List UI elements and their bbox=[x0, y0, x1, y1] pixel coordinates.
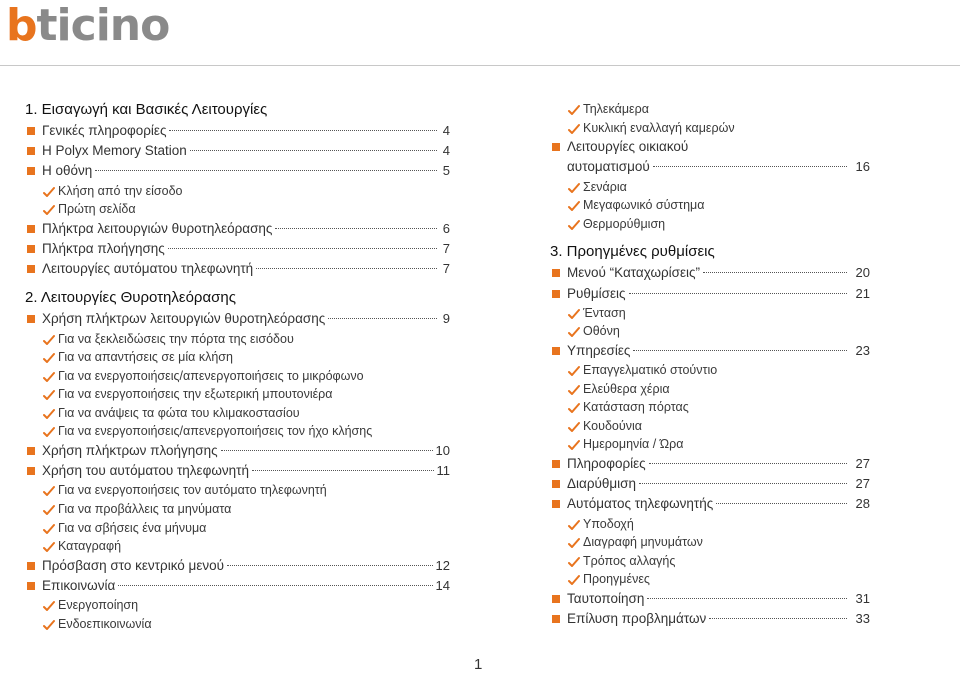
toc-entry-title: Διαρύθμιση bbox=[567, 476, 637, 492]
toc-entry-title: Ένταση bbox=[583, 305, 626, 320]
toc-item bbox=[25, 556, 450, 576]
toc-entry-title: Λειτουργίες αυτόματου τηλεφωνητή bbox=[42, 261, 254, 277]
toc-item bbox=[550, 474, 870, 494]
toc-subitem bbox=[550, 304, 870, 323]
toc-entry-title: Επικοινωνία bbox=[42, 578, 116, 593]
toc-subitem bbox=[25, 367, 450, 386]
checkmark-bullet-icon bbox=[568, 518, 580, 530]
toc-subitem bbox=[25, 330, 450, 349]
toc-subitem bbox=[25, 182, 450, 201]
dot-leader bbox=[653, 166, 847, 167]
dot-leader bbox=[256, 268, 437, 269]
toc-subitem bbox=[550, 380, 870, 399]
toc-item bbox=[550, 157, 870, 177]
toc-subitem bbox=[25, 481, 450, 500]
toc-page-number: 28 bbox=[855, 496, 870, 512]
toc-entry-title: Η οθόνη bbox=[42, 163, 93, 179]
toc-entry-title: Οθόνη bbox=[583, 324, 620, 339]
toc-subitem bbox=[25, 422, 450, 441]
toc-entry-title: Υποδοχή bbox=[583, 516, 634, 531]
dot-leader bbox=[190, 150, 437, 151]
toc-page-number: 23 bbox=[855, 342, 870, 358]
toc-page-number: 11 bbox=[436, 463, 450, 479]
toc-page-number: 7 bbox=[442, 240, 450, 256]
toc-entry-title: Μεγαφωνικό σύστημα bbox=[583, 198, 705, 213]
dot-leader bbox=[95, 170, 437, 171]
dot-leader bbox=[169, 130, 437, 131]
toc-entry-title: Για να σβήσεις ένα μήνυμα bbox=[58, 520, 207, 535]
toc-entry-title: Καταγραφή bbox=[58, 539, 122, 554]
toc-entry-title: Για να ενεργοποιήσεις/απενεργοποιήσεις το μικρόφωνο bbox=[58, 368, 364, 383]
toc-subitem bbox=[550, 361, 870, 380]
checkmark-bullet-icon bbox=[568, 181, 580, 193]
dot-leader bbox=[633, 350, 847, 351]
checkmark-bullet-icon bbox=[43, 407, 55, 419]
logo-wordmark: ticino bbox=[36, 0, 170, 51]
toc-entry-title: αυτοματισμού bbox=[567, 159, 650, 175]
toc-column-left bbox=[25, 99, 450, 633]
square-bullet-icon bbox=[552, 290, 560, 298]
checkmark-bullet-icon bbox=[43, 185, 55, 197]
square-bullet-icon bbox=[27, 127, 35, 135]
dot-leader bbox=[221, 450, 433, 451]
checkmark-bullet-icon bbox=[568, 307, 580, 319]
square-bullet-icon bbox=[552, 500, 560, 508]
toc-item bbox=[550, 609, 870, 629]
toc-entry-title: Λειτουργίες οικιακού bbox=[567, 139, 689, 155]
bticino-logo bbox=[6, 0, 170, 51]
square-bullet-icon bbox=[552, 480, 560, 488]
toc-subitem bbox=[550, 552, 870, 571]
toc-subitem bbox=[550, 215, 870, 234]
toc-entry-title: Αυτόματος τηλεφωνητής bbox=[567, 496, 714, 512]
toc-item bbox=[550, 137, 870, 157]
toc-subitem bbox=[550, 100, 870, 119]
toc-page-number: 27 bbox=[855, 456, 870, 472]
toc-subitem bbox=[25, 385, 450, 404]
checkmark-bullet-icon bbox=[568, 103, 580, 115]
square-bullet-icon bbox=[27, 245, 35, 253]
toc-subitem bbox=[550, 570, 870, 589]
toc-page-number: 7 bbox=[442, 261, 450, 277]
toc-page-number: 9 bbox=[442, 311, 450, 327]
toc-page-number: 16 bbox=[855, 159, 870, 175]
toc-item bbox=[25, 161, 450, 181]
page-number: 1 bbox=[474, 656, 483, 673]
toc-subitem bbox=[25, 348, 450, 367]
toc-entry-title: Για να ενεργοποιήσεις την εξωτερική μπουτονιέρα bbox=[58, 387, 333, 402]
toc-subitem bbox=[25, 519, 450, 538]
dot-leader bbox=[647, 598, 847, 599]
toc-entry-title: Υπηρεσίες bbox=[567, 342, 631, 358]
toc-entry-title: Κατάσταση πόρτας bbox=[583, 400, 689, 415]
toc-entry-title: Κλήση από την είσοδο bbox=[58, 183, 183, 198]
toc-entry-title: Γενικές πληροφορίες bbox=[42, 123, 167, 138]
toc-entry-title: Κυκλική εναλλαγή καμερών bbox=[583, 120, 735, 135]
checkmark-bullet-icon bbox=[568, 364, 580, 376]
checkmark-bullet-icon bbox=[568, 401, 580, 413]
toc-subitem bbox=[550, 515, 870, 534]
square-bullet-icon bbox=[552, 143, 560, 151]
dot-leader bbox=[639, 483, 847, 484]
toc-subitem bbox=[550, 417, 870, 436]
dot-leader bbox=[252, 470, 434, 471]
header-divider bbox=[0, 65, 960, 66]
toc-page-number: 21 bbox=[855, 285, 870, 301]
checkmark-bullet-icon bbox=[568, 573, 580, 585]
square-bullet-icon bbox=[27, 147, 35, 155]
checkmark-bullet-icon bbox=[43, 522, 55, 534]
toc-item bbox=[550, 263, 870, 283]
toc-entry-title: Για να ενεργοποιήσεις τον αυτόματο τηλεφωνητή bbox=[58, 483, 327, 498]
toc-entry-title: Θερμορύθμιση bbox=[583, 216, 666, 231]
toc-subitem bbox=[550, 398, 870, 417]
dot-leader bbox=[275, 228, 437, 229]
toc-entry-title: Χρήση πλήκτρων λειτουργιών θυροτηλεόρασης bbox=[42, 311, 326, 327]
checkmark-bullet-icon bbox=[568, 420, 580, 432]
square-bullet-icon bbox=[27, 582, 35, 590]
toc-item bbox=[550, 494, 870, 514]
square-bullet-icon bbox=[552, 269, 560, 277]
toc-subitem bbox=[550, 322, 870, 341]
checkmark-bullet-icon bbox=[568, 122, 580, 134]
checkmark-bullet-icon bbox=[43, 425, 55, 437]
toc-item bbox=[550, 284, 870, 304]
dot-leader bbox=[118, 585, 432, 586]
checkmark-bullet-icon bbox=[568, 536, 580, 548]
toc-page-number: 33 bbox=[855, 611, 870, 627]
toc-entry-title: Χρήση του αυτόματου τηλεφωνητή bbox=[42, 463, 249, 479]
checkmark-bullet-icon bbox=[568, 438, 580, 450]
toc-subitem bbox=[25, 404, 450, 423]
toc-entry-title: Η Polyx Memory Station bbox=[42, 143, 187, 159]
toc-entry-title: Σενάρια bbox=[583, 179, 627, 194]
toc-entry-title: Πληροφορίες bbox=[567, 456, 646, 472]
dot-leader bbox=[328, 318, 437, 319]
toc-subitem bbox=[550, 119, 870, 138]
toc-subitem bbox=[25, 615, 450, 634]
toc-entry-title: Για να ανάψεις τα φώτα του κλιμακοστασίου bbox=[58, 405, 300, 420]
square-bullet-icon bbox=[27, 167, 35, 175]
toc-subitem bbox=[25, 500, 450, 519]
dot-leader bbox=[703, 272, 847, 273]
dot-leader bbox=[168, 248, 437, 249]
toc-entry-title: Μενού “Καταχωρίσεις” bbox=[567, 265, 701, 281]
toc-entry-title: Επαγγελματικό στούντιο bbox=[583, 363, 718, 378]
toc-page-number: 10 bbox=[435, 443, 450, 459]
toc-page-number: 4 bbox=[442, 123, 450, 138]
toc-entry-title: Τηλεκάμερα bbox=[583, 102, 649, 116]
square-bullet-icon bbox=[552, 347, 560, 355]
toc-subitem bbox=[25, 537, 450, 556]
section-heading: 1. Εισαγωγή και Βασικές Λειτουργίες bbox=[25, 101, 268, 118]
checkmark-bullet-icon bbox=[43, 540, 55, 552]
checkmark-bullet-icon bbox=[43, 503, 55, 515]
section-heading: 2. Λειτουργίες Θυροτηλεόρασης bbox=[25, 289, 236, 307]
checkmark-bullet-icon bbox=[43, 599, 55, 611]
toc-item bbox=[25, 141, 450, 161]
toc-subitem bbox=[25, 596, 450, 615]
toc-entry-title: Ταυτοποίηση bbox=[567, 591, 645, 606]
toc-entry-title: Τρόπος αλλαγής bbox=[583, 553, 676, 568]
toc-entry-title: Για να απαντήσεις σε μία κλήση bbox=[58, 350, 233, 365]
toc-page-number: 27 bbox=[855, 476, 870, 492]
checkmark-bullet-icon bbox=[43, 388, 55, 400]
toc-entry-title: Ελεύθερα χέρια bbox=[583, 381, 670, 396]
checkmark-bullet-icon bbox=[43, 333, 55, 345]
toc-entry-title: Ρυθμίσεις bbox=[567, 285, 626, 301]
toc-entry-title: Πρώτη σελίδα bbox=[58, 202, 136, 217]
checkmark-bullet-icon bbox=[568, 218, 580, 230]
dot-leader bbox=[629, 293, 847, 294]
toc-item bbox=[25, 309, 450, 329]
toc-item bbox=[25, 121, 450, 141]
toc-subitem bbox=[550, 196, 870, 215]
dot-leader bbox=[649, 463, 847, 464]
section-heading: 3. Προηγμένες ρυθμίσεις bbox=[550, 243, 715, 261]
square-bullet-icon bbox=[552, 615, 560, 623]
toc-column-right bbox=[550, 100, 870, 629]
toc-entry-title: Προηγμένες bbox=[583, 572, 650, 587]
checkmark-bullet-icon bbox=[568, 383, 580, 395]
square-bullet-icon bbox=[552, 595, 560, 603]
toc-entry-title: Πλήκτρα πλοήγησης bbox=[42, 240, 165, 256]
dot-leader bbox=[709, 618, 847, 619]
toc-item bbox=[550, 589, 870, 609]
toc-entry-title: Ημερομηνία / Ώρα bbox=[583, 437, 684, 452]
toc-page-number: 12 bbox=[435, 557, 450, 573]
toc-entry-title: Χρήση πλήκτρων πλοήγησης bbox=[42, 443, 218, 459]
toc-item bbox=[25, 239, 450, 259]
square-bullet-icon bbox=[27, 265, 35, 273]
toc-entry-title: Για να προβάλλεις τα μηνύματα bbox=[58, 502, 232, 517]
square-bullet-icon bbox=[27, 225, 35, 233]
square-bullet-icon bbox=[27, 447, 35, 455]
checkmark-bullet-icon bbox=[568, 325, 580, 337]
square-bullet-icon bbox=[27, 315, 35, 323]
toc-subitem bbox=[550, 435, 870, 454]
toc-page-number: 20 bbox=[855, 265, 870, 281]
toc-page-number: 4 bbox=[442, 143, 450, 159]
dot-leader bbox=[227, 565, 433, 566]
dot-leader bbox=[716, 503, 847, 504]
toc-page-number: 6 bbox=[442, 220, 450, 236]
square-bullet-icon bbox=[552, 460, 560, 468]
toc-page-number: 5 bbox=[442, 163, 450, 179]
toc-entry-title: Για να ξεκλειδώσεις την πόρτα της εισόδου bbox=[58, 331, 294, 346]
toc-page-number: 31 bbox=[855, 591, 870, 606]
toc-item bbox=[25, 461, 450, 481]
toc-entry-title: Κουδούνια bbox=[583, 418, 642, 433]
square-bullet-icon bbox=[27, 467, 35, 475]
toc-entry-title: Πλήκτρα λειτουργιών θυροτηλεόρασης bbox=[42, 220, 273, 236]
checkmark-bullet-icon bbox=[43, 370, 55, 382]
toc-subitem bbox=[550, 533, 870, 552]
toc-entry-title: Πρόσβαση στο κεντρικό μενού bbox=[42, 557, 224, 573]
toc-item bbox=[25, 441, 450, 461]
checkmark-bullet-icon bbox=[43, 484, 55, 496]
toc-item bbox=[25, 219, 450, 239]
toc-subitem bbox=[550, 178, 870, 197]
toc-entry-title: Για να ενεργοποιήσεις/απενεργοποιήσεις τον ήχο κλήσης bbox=[58, 424, 373, 439]
checkmark-bullet-icon bbox=[43, 351, 55, 363]
toc-item bbox=[25, 259, 450, 279]
toc-page-number: 14 bbox=[435, 578, 450, 593]
checkmark-bullet-icon bbox=[568, 199, 580, 211]
toc-entry-title: Ενδοεπικοινωνία bbox=[58, 616, 152, 631]
toc-subitem bbox=[25, 200, 450, 219]
toc-item bbox=[550, 454, 870, 474]
toc-item bbox=[550, 341, 870, 361]
checkmark-bullet-icon bbox=[43, 618, 55, 630]
toc-item bbox=[25, 576, 450, 596]
toc-entry-title: Επίλυση προβλημάτων bbox=[567, 611, 707, 627]
checkmark-bullet-icon bbox=[568, 555, 580, 567]
logo-letter-b: b bbox=[6, 0, 37, 51]
toc-entry-title: Ενεργοποίηση bbox=[58, 598, 139, 613]
square-bullet-icon bbox=[27, 562, 35, 570]
checkmark-bullet-icon bbox=[43, 203, 55, 215]
toc-entry-title: Διαγραφή μηνυμάτων bbox=[583, 535, 703, 550]
